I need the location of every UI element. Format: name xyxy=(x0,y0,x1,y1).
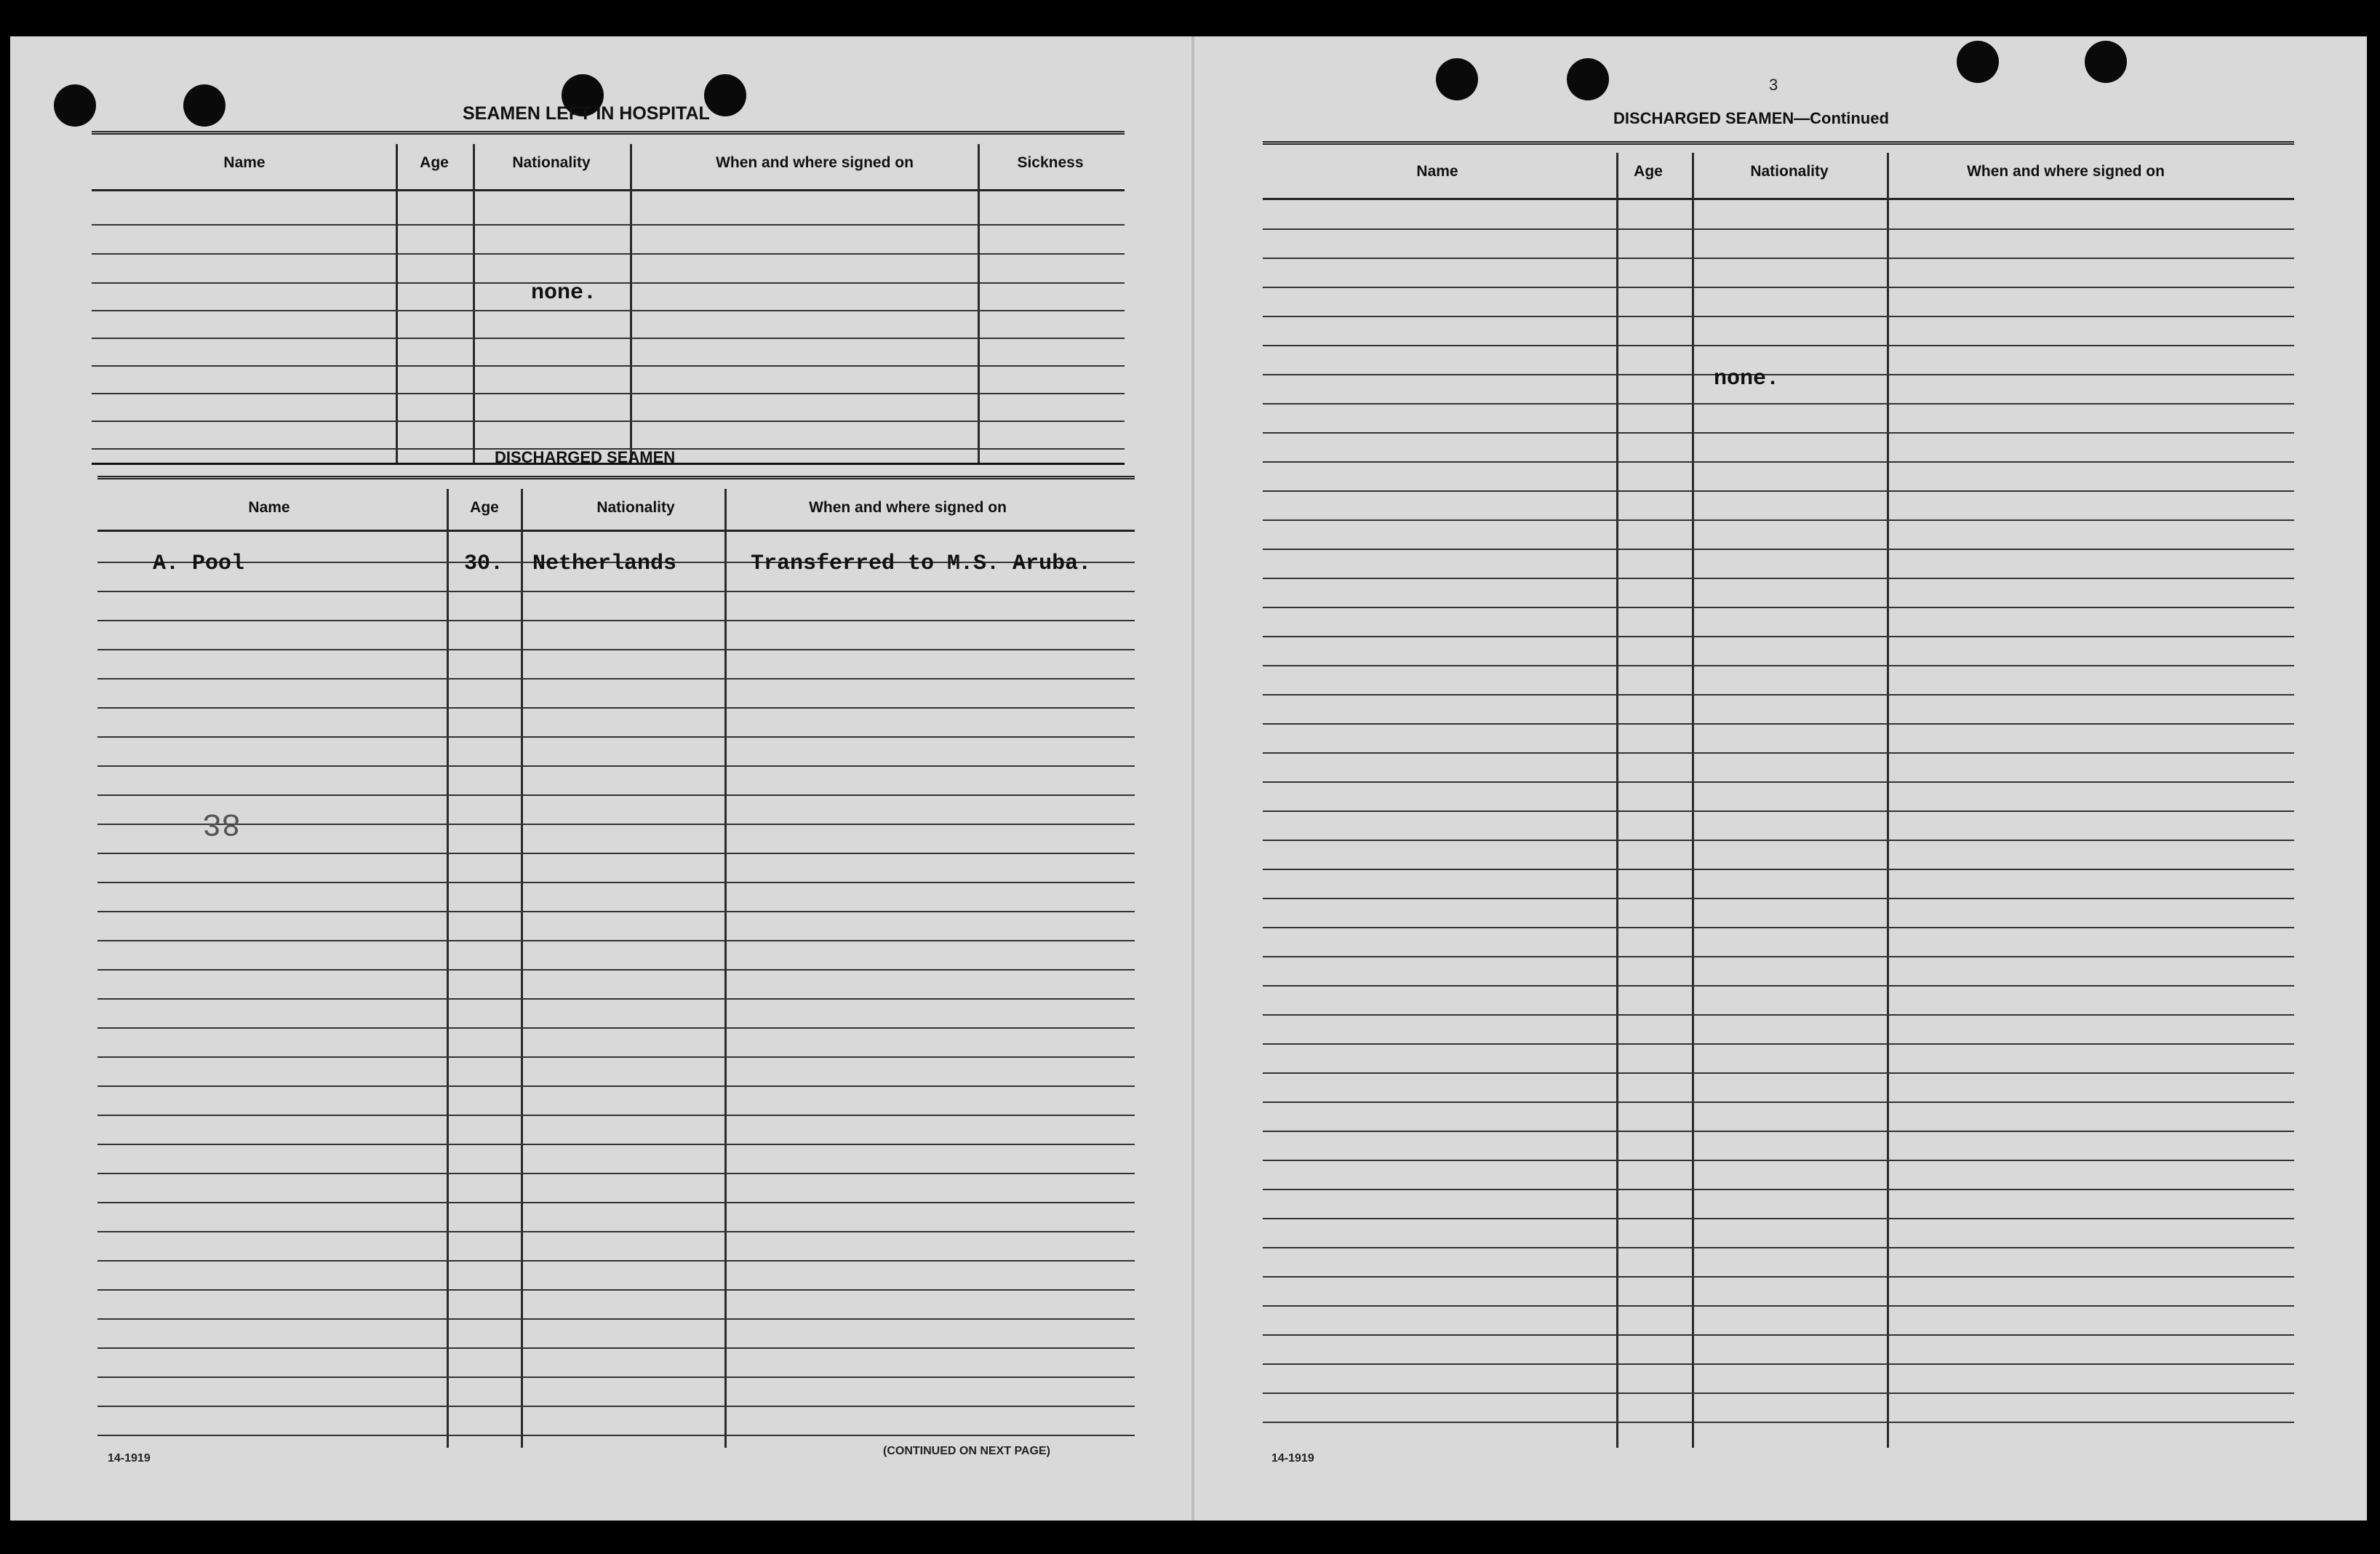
row-rule xyxy=(97,678,1135,680)
row-rule xyxy=(1263,1218,2294,1219)
continued-section-title: DISCHARGED SEAMEN—Continued xyxy=(1613,109,1889,127)
row-rule xyxy=(1263,403,2294,405)
row-rule xyxy=(1263,1305,2294,1307)
row-rule xyxy=(92,310,1125,311)
row-rule xyxy=(1263,1043,2294,1045)
document-sheet xyxy=(10,36,2367,1521)
row-rule xyxy=(97,765,1135,767)
punch-hole xyxy=(54,84,96,127)
hospital-section-title: SEAMEN LEFT IN HOSPITAL xyxy=(463,103,710,124)
row-rule xyxy=(97,853,1135,854)
row-rule xyxy=(1263,723,2294,725)
row-rule xyxy=(92,338,1125,339)
continued-table xyxy=(1263,153,2294,1448)
row-rule xyxy=(1263,1334,2294,1336)
row-rule xyxy=(92,365,1125,367)
row-rule xyxy=(92,393,1125,394)
column-divider xyxy=(1692,153,1694,1448)
row-rule xyxy=(97,1376,1135,1378)
row-rule xyxy=(97,1144,1135,1145)
row-rule xyxy=(97,911,1135,912)
header-rule xyxy=(97,476,1135,479)
column-header: Age xyxy=(420,154,449,171)
column-header: Nationality xyxy=(1750,163,1829,180)
discharged-table xyxy=(97,489,1135,1448)
row-rule xyxy=(1263,1072,2294,1074)
row-rule xyxy=(92,224,1125,226)
row-rule xyxy=(1263,490,2294,492)
page-number: 3 xyxy=(1769,76,1778,94)
row-rule xyxy=(1263,1392,2294,1394)
punch-hole xyxy=(2085,41,2127,83)
column-header: Sickness xyxy=(1017,154,1084,171)
row-rule xyxy=(97,649,1135,650)
row-rule xyxy=(1263,287,2294,288)
column-header: When and where signed on xyxy=(716,154,914,171)
column-divider xyxy=(473,144,475,464)
column-divider xyxy=(724,489,727,1448)
column-divider xyxy=(447,489,449,1448)
row-rule xyxy=(97,1435,1135,1436)
header-rule xyxy=(92,131,1125,135)
continued-footer: (CONTINUED ON NEXT PAGE) xyxy=(883,1445,1050,1457)
row-rule xyxy=(1263,345,2294,346)
column-header: Age xyxy=(470,499,499,516)
row-rule xyxy=(1263,549,2294,550)
row-rule xyxy=(1263,1189,2294,1190)
form-number: 14-1919 xyxy=(1271,1452,1314,1465)
row-rule xyxy=(97,1347,1135,1349)
row-rule xyxy=(97,794,1135,796)
seaman-name: A. Pool xyxy=(153,551,245,576)
row-rule xyxy=(97,998,1135,1000)
row-rule xyxy=(97,1289,1135,1291)
row-rule xyxy=(1263,461,2294,463)
page-fold xyxy=(1191,36,1194,1521)
row-rule xyxy=(97,1231,1135,1232)
column-divider xyxy=(1616,153,1618,1448)
hospital-table xyxy=(92,144,1125,464)
discharged-section-title: DISCHARGED SEAMEN xyxy=(495,448,676,466)
punch-hole xyxy=(1957,41,1999,83)
row-rule xyxy=(97,1202,1135,1203)
row-rule xyxy=(1263,752,2294,754)
row-rule xyxy=(1263,607,2294,608)
row-rule xyxy=(1263,228,2294,230)
seaman-nationality: Netherlands xyxy=(532,551,677,576)
row-rule xyxy=(97,1260,1135,1262)
row-rule xyxy=(1263,1422,2294,1423)
row-rule xyxy=(1263,636,2294,637)
form-number: 14-1919 xyxy=(108,1452,151,1465)
column-header: Nationality xyxy=(596,499,675,516)
punch-hole xyxy=(183,84,225,127)
row-rule xyxy=(1263,810,2294,812)
row-rule xyxy=(1263,840,2294,841)
row-rule xyxy=(97,1318,1135,1320)
row-rule xyxy=(92,253,1125,255)
punch-hole xyxy=(1436,58,1478,100)
row-rule xyxy=(97,824,1135,825)
seaman-age: 30. xyxy=(464,551,504,576)
row-rule xyxy=(97,1115,1135,1116)
row-rule xyxy=(1263,1276,2294,1278)
row-rule xyxy=(1263,432,2294,434)
row-rule xyxy=(97,707,1135,709)
column-header: Name xyxy=(223,154,265,171)
column-header: Nationality xyxy=(512,154,591,171)
row-rule xyxy=(1263,781,2294,783)
column-header: When and where signed on xyxy=(809,499,1007,516)
row-rule xyxy=(1263,665,2294,666)
column-divider xyxy=(1887,153,1889,1448)
column-divider xyxy=(396,144,398,464)
punch-hole xyxy=(704,74,746,116)
column-divider xyxy=(978,144,980,464)
row-rule xyxy=(92,421,1125,422)
row-rule xyxy=(97,940,1135,941)
seaman-signed-on: Transferred to M.S. Aruba. xyxy=(751,551,1092,576)
row-rule xyxy=(1263,1363,2294,1365)
row-rule xyxy=(1263,316,2294,317)
row-rule xyxy=(92,282,1125,284)
row-rule xyxy=(97,736,1135,738)
column-header: Name xyxy=(1416,163,1458,180)
row-rule xyxy=(1263,985,2294,987)
row-rule xyxy=(1263,956,2294,957)
column-header: When and where signed on xyxy=(1967,163,2165,180)
row-rule xyxy=(97,969,1135,971)
row-rule xyxy=(1263,927,2294,928)
row-rule xyxy=(1263,578,2294,579)
row-rule xyxy=(97,1085,1135,1087)
hospital-entry: none. xyxy=(531,281,597,306)
punch-hole xyxy=(1567,58,1609,100)
row-rule xyxy=(1263,1101,2294,1103)
row-rule xyxy=(97,1173,1135,1174)
row-rule xyxy=(1263,694,2294,696)
row-rule xyxy=(1263,1131,2294,1132)
row-rule xyxy=(97,1406,1135,1407)
row-rule xyxy=(97,1056,1135,1058)
row-rule xyxy=(1263,258,2294,259)
row-rule xyxy=(1263,1014,2294,1016)
continued-entry: none. xyxy=(1714,367,1780,391)
row-rule xyxy=(1263,1160,2294,1161)
row-rule xyxy=(97,1027,1135,1029)
column-divider xyxy=(521,489,523,1448)
stray-mark: 38 xyxy=(202,805,241,841)
row-rule xyxy=(1263,869,2294,870)
row-rule xyxy=(1263,519,2294,521)
column-header: Name xyxy=(248,499,290,516)
row-rule xyxy=(1263,898,2294,899)
row-rule xyxy=(97,591,1135,592)
row-rule xyxy=(97,620,1135,621)
column-header: Age xyxy=(1634,163,1663,180)
row-rule xyxy=(1263,1247,2294,1248)
row-rule xyxy=(97,882,1135,883)
header-rule xyxy=(1263,141,2294,145)
column-divider xyxy=(630,144,632,464)
